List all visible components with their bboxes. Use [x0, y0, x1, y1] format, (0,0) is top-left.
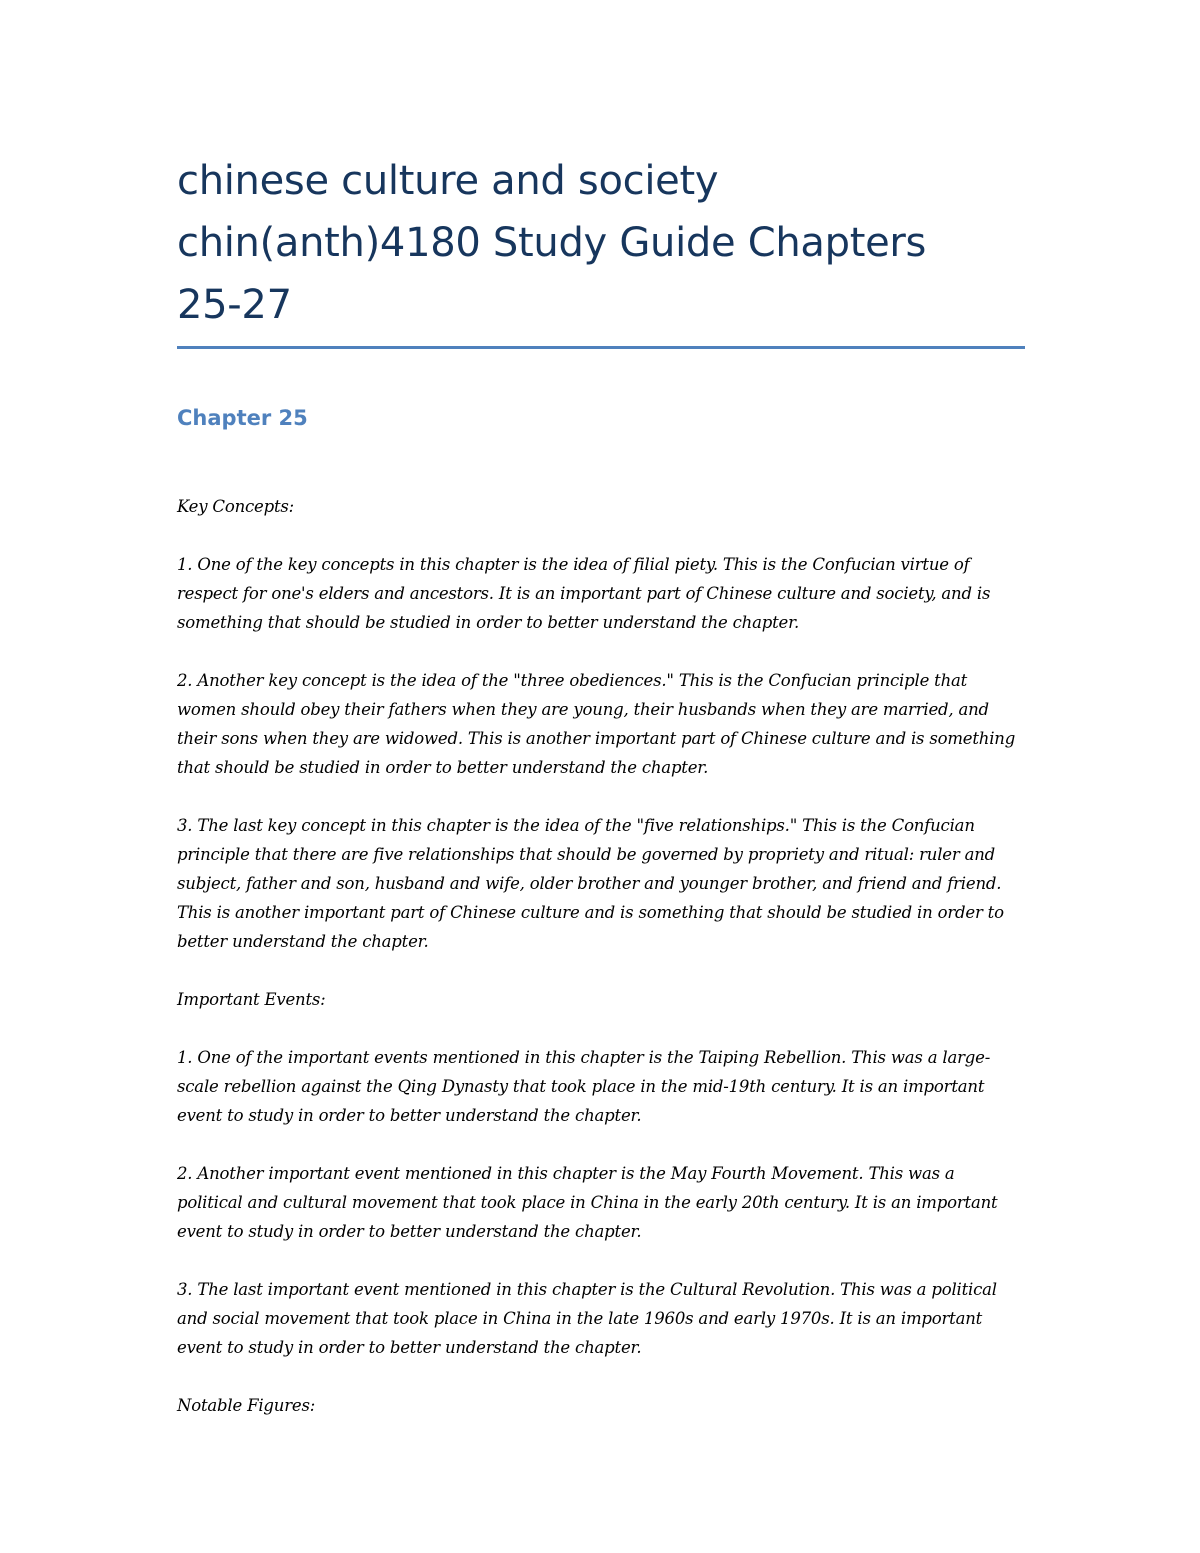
notable-figures-label: Notable Figures:: [177, 1396, 316, 1415]
important-event-paragraph: 1. One of the important events mentioned in this chapter is the Taiping Rebellion. This was a large-scale rebellion against the Qing Dynasty that took place in the mid-19th century. It is an important event to study in order to better understand the chapter.: [177, 1048, 991, 1125]
title-underline-rule: [177, 346, 1025, 349]
important-event-paragraph: 2. Another important event mentioned in this chapter is the May Fourth Movement. This was a political and cultural movement that took place in China in the early 20th century. It is an important event to study in order to better understand the chapter.: [177, 1164, 998, 1241]
document-title: [177, 150, 1025, 336]
key-concepts-label: Key Concepts:: [177, 497, 295, 516]
key-concept-paragraph: 2. Another key concept is the idea of the "three obediences." This is the Confucian principle that women should obey their fathers when they are young, their husbands when they are married, and their sons when they are widowed. This is another important part of Chinese culture and is something that should be studied in order to better understand the chapter.: [177, 671, 1016, 777]
important-events-label: Important Events:: [177, 990, 326, 1009]
key-concept-paragraph: 3. The last key concept in this chapter is the idea of the "five relationships." This is the Confucian principle that there are five relationships that should be governed by propriety and ritual: ruler and subject, father and son, husband and wife, older brother and younger brother, and friend and friend. This is another important part of Chinese culture and is something that should be studied in order to better understand the chapter.: [177, 816, 1004, 951]
document-content: [177, 150, 1025, 1420]
title-line-2: chin(anth)4180 Study Guide Chapters: [177, 220, 927, 266]
chapter-heading: Chapter 25: [177, 406, 308, 430]
title-line-3: 25-27: [177, 282, 292, 328]
title-line-1: chinese culture and society: [177, 158, 719, 204]
key-concept-paragraph: 1. One of the key concepts in this chapter is the idea of filial piety. This is the Confucian virtue of respect for one's elders and ancestors. It is an important part of Chinese culture and society, and is something that should be studied in order to better understand the chapter.: [177, 555, 991, 632]
important-event-paragraph: 3. The last important event mentioned in this chapter is the Cultural Revolution. This was a political and social movement that took place in China in the late 1960s and early 1970s. It is an important event to study in order to better understand the chapter.: [177, 1280, 997, 1357]
